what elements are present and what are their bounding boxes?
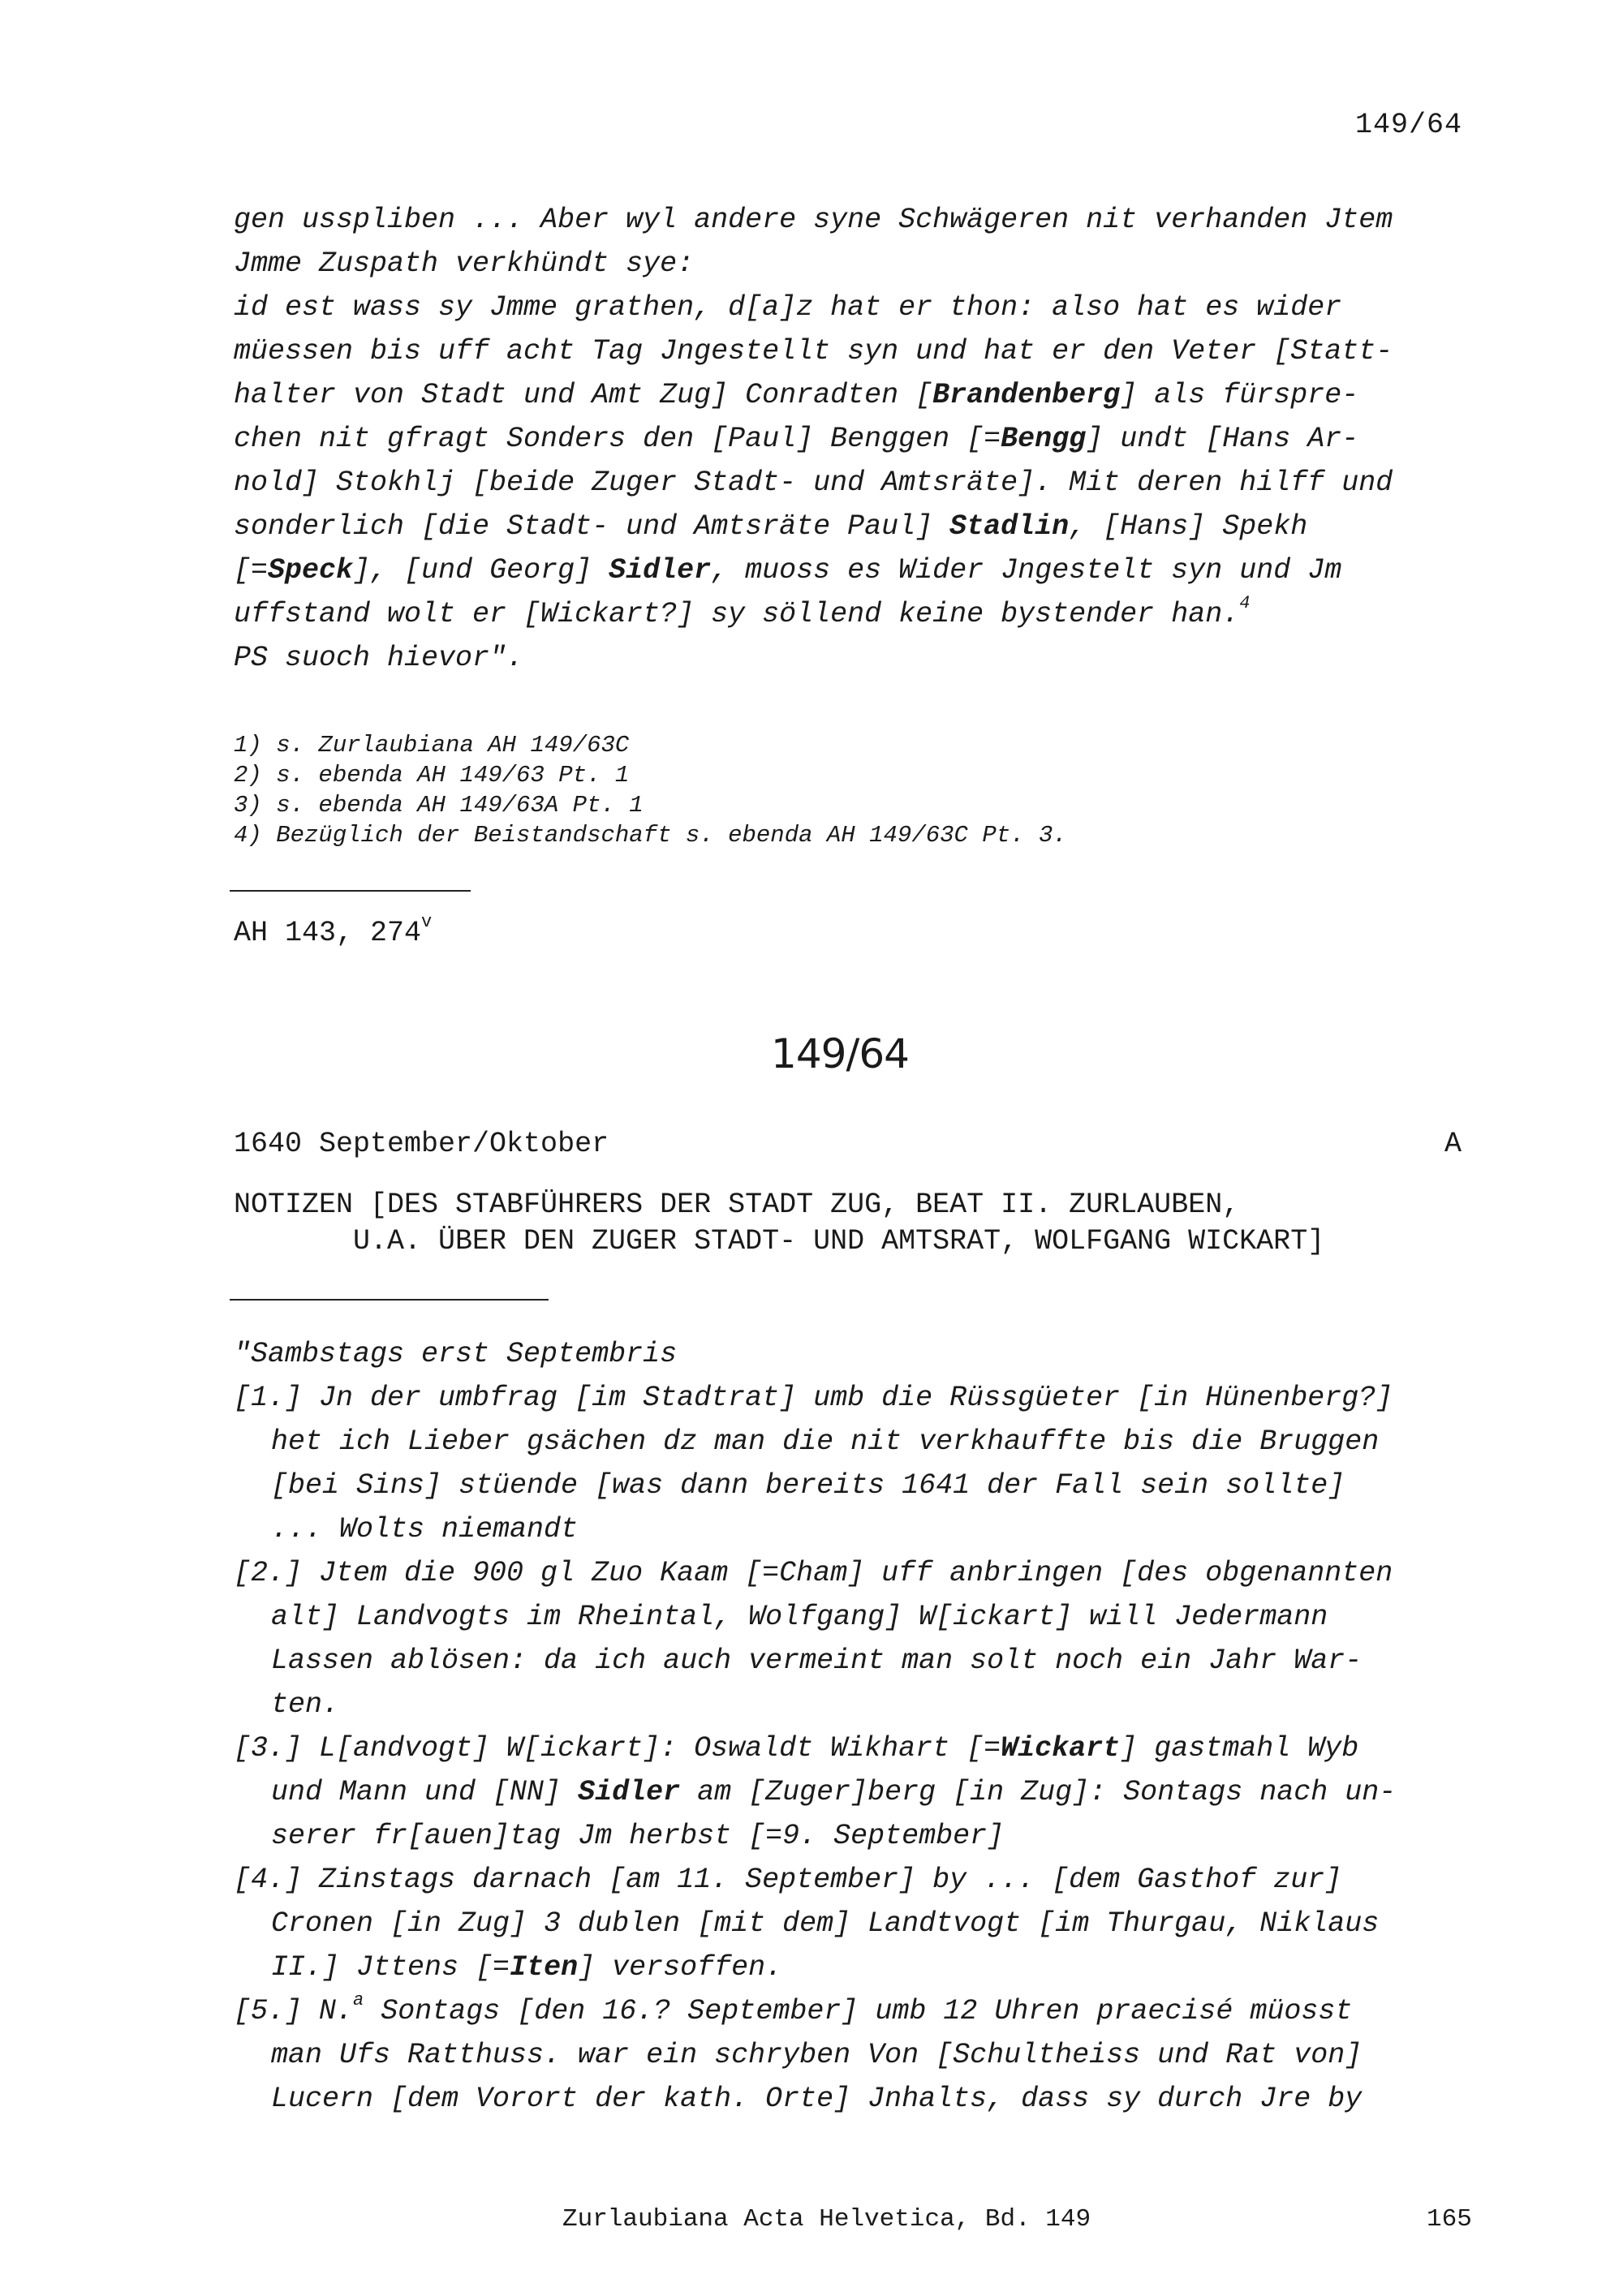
- name-bengg: Bengg: [1001, 423, 1087, 455]
- note-entry-4: [234, 1858, 1532, 1989]
- entry-line: alt] Landvogts im Rheintal, Wolfgang] W[ickart] will Jedermann: [271, 1601, 1328, 1633]
- title-line: NOTIZEN [DES STABFÜHRERS DER STADT ZUG, BEAT II. ZURLAUBEN,: [234, 1189, 1240, 1221]
- footnote-marker: 4: [1239, 593, 1251, 614]
- entry-line: ten.: [271, 1688, 340, 1721]
- continuation-line: gen usspliben ... Aber wyl andere syne Schwägeren nit verhanden Jtem: [234, 204, 1393, 236]
- entry-line: II.] Jttens [=Iten] versoffen.: [271, 1951, 783, 1984]
- continuation-line: chen nit gfragt Sonders den [Paul] Benggen [=Bengg] undt [Hans Ar-: [234, 423, 1359, 455]
- divider: [230, 890, 471, 892]
- document-number: 149/64: [771, 1030, 909, 1077]
- entry-line: [2.] Jtem die 900 gl Zuo Kaam [=Cham] uff anbringen [des obgenannten: [234, 1557, 1393, 1589]
- textnote-marker: a: [353, 1990, 364, 2011]
- entry-line: [4.] Zinstags darnach [am 11. September] by ... [dem Gasthof zur]: [234, 1864, 1342, 1896]
- source-ref: AH 143, 274$^v$: [234, 912, 433, 949]
- entry-line: man Ufs Ratthuss. war ein schryben Von [Schultheiss und Rat von]: [271, 2039, 1363, 2071]
- footnote: 3) s. ebenda AH 149/63A Pt. 1: [234, 792, 644, 819]
- entry-line: serer fr[auen]tag Jm herbst [=9. September]: [271, 1820, 1005, 1852]
- name-sidler: Sidler: [609, 554, 712, 587]
- entry-line: [5.] N.$^a$ Sontags [den 16.? September] umb 12 Uhren praecisé müosst: [234, 1990, 1353, 2027]
- entry-line: Lucern [dem Vorort der kath. Orte] Jnhalts, dass sy durch Jre by: [271, 2083, 1363, 2115]
- continuation-line: [=Speck], [und Georg] Sidler, muoss es Wider Jngestelt syn und Jm: [234, 554, 1342, 587]
- footer-publication: Zurlaubiana Acta Helvetica, Bd. 149: [562, 2205, 1091, 2234]
- note-entry-3: [234, 1726, 1532, 1858]
- title-line: U.A. ÜBER DEN ZUGER STADT- UND AMTSRAT, WOLFGANG WICKART]: [353, 1225, 1325, 1258]
- notes-intro: "Sambstags erst Septembris: [234, 1338, 678, 1370]
- footnote: 1) s. Zurlaubiana AH 149/63C: [234, 732, 630, 759]
- footnotes: [234, 730, 1451, 850]
- name-stadlin: Stadlin: [949, 510, 1070, 543]
- document-date: 1640 September/Oktober: [234, 1128, 609, 1160]
- name-speck: Speck: [268, 554, 354, 587]
- notes-body: [234, 1332, 1532, 2121]
- footnote: 4) Bezüglich der Beistandschaft s. ebenda AH 149/63C Pt. 3.: [234, 822, 1067, 849]
- name-wickart: Wickart: [1001, 1732, 1121, 1765]
- entry-line: het ich Lieber gsächen dz man die nit verkhauffte bis die Bruggen: [271, 1425, 1380, 1458]
- continuation-line: Jmme Zuspath verkhündt sye:: [234, 247, 695, 280]
- footer-page-number: 165: [1427, 2205, 1472, 2234]
- entry-line: [bei Sins] stüende [was dann bereits 1641 der Fall sein sollte]: [271, 1469, 1345, 1502]
- note-entry-2: [234, 1551, 1532, 1726]
- footnote: 2) s. ebenda AH 149/63 Pt. 1: [234, 762, 630, 789]
- entry-line: ... Wolts niemandt: [271, 1513, 579, 1546]
- divider: [230, 1299, 549, 1301]
- entry-line: [3.] L[andvogt] W[ickart]: Oswaldt Wikhart [=Wickart] gastmahl Wyb: [234, 1732, 1359, 1765]
- entry-line: und Mann und [NN] Sidler am [Zuger]berg [in Zug]: Sontags nach un-: [271, 1776, 1397, 1808]
- name-iten: Iten: [510, 1951, 579, 1984]
- continuation-line: uffstand wolt er [Wickart?] sy söllend keine bystender han.$^4$: [234, 593, 1251, 630]
- note-entry-1: [234, 1376, 1532, 1551]
- name-sidler: Sidler: [578, 1776, 681, 1808]
- document-type-letter: A: [1444, 1128, 1462, 1160]
- continuation-line: PS suoch hievor".: [234, 642, 524, 674]
- note-entry-5: [234, 1989, 1532, 2121]
- continuation-text: [234, 198, 1500, 680]
- entry-line: [1.] Jn der umbfrag [im Stadtrat] umb die Rüssgüeter [in Hünenberg?]: [234, 1382, 1393, 1414]
- header-page-ref: 149/64: [1355, 109, 1463, 141]
- continuation-line: halter von Stadt und Amt Zug] Conradten [Brandenberg] als fürspre-: [234, 379, 1359, 411]
- document-title: [234, 1187, 1532, 1260]
- continuation-line: nold] Stokhlj [beide Zuger Stadt- und Amtsräte]. Mit deren hilff und: [234, 467, 1393, 499]
- continuation-line: id est wass sy Jmme grathen, d[a]z hat er thon: also hat es wider: [234, 291, 1342, 324]
- name-brandenberg: Brandenberg: [932, 379, 1121, 411]
- source-ref-sup: v: [421, 912, 433, 933]
- continuation-line: müessen bis uff acht Tag Jngestellt syn und hat er den Veter [Statt-: [234, 335, 1393, 368]
- entry-line: Lassen ablösen: da ich auch vermeint man solt noch ein Jahr War-: [271, 1645, 1363, 1677]
- continuation-line: sonderlich [die Stadt- und Amtsräte Paul] Stadlin, [Hans] Spekh: [234, 510, 1308, 543]
- entry-line: Cronen [in Zug] 3 dublen [mit dem] Landtvogt [im Thurgau, Niklaus: [271, 1907, 1380, 1940]
